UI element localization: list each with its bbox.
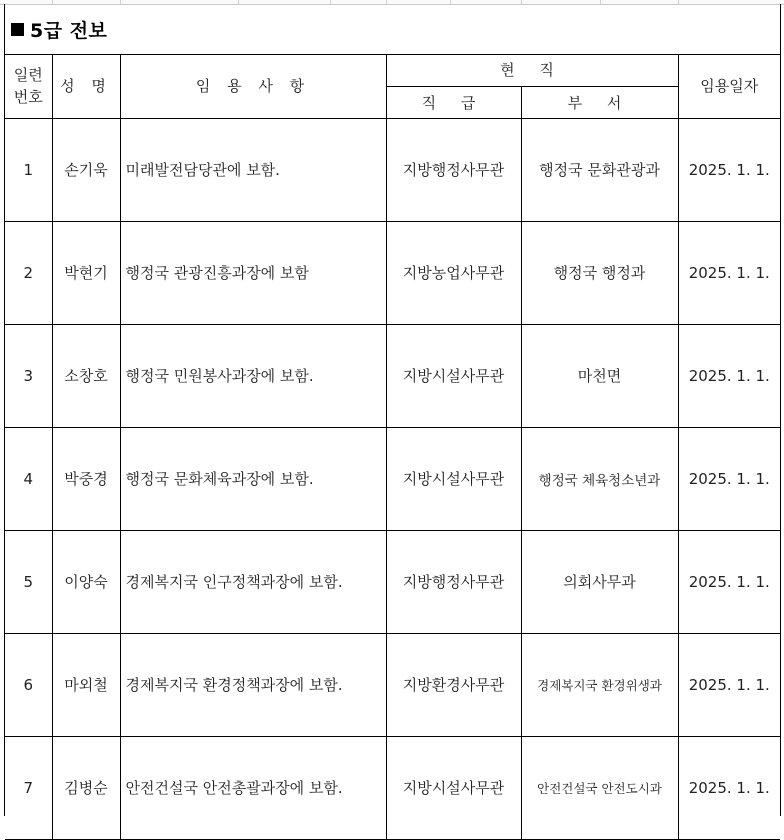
header-name: 성 명 <box>52 54 120 118</box>
cell-name: 박중경 <box>52 427 120 530</box>
cell-department: 안전건설국 안전도시과 <box>521 736 678 839</box>
table-row <box>5 427 780 530</box>
cell-name: 김병순 <box>52 736 120 839</box>
cell-name: 소창호 <box>52 324 120 427</box>
cell-date: 2025. 1. 1. <box>678 221 780 324</box>
cell-date: 2025. 1. 1. <box>678 427 780 530</box>
cell-appointment: 행정국 민원봉사과장에 보함. <box>120 324 386 427</box>
cell-rank: 지방농업사무관 <box>386 221 521 324</box>
cell-department: 마천면 <box>521 324 678 427</box>
cell-date: 2025. 1. 1. <box>678 324 780 427</box>
cell-rank: 지방시설사무관 <box>386 324 521 427</box>
cell-department: 행정국 문화관광과 <box>521 118 678 221</box>
cell-department: 의회사무과 <box>521 530 678 633</box>
header-appointment: 임 용 사 항 <box>120 54 386 118</box>
cell-serial: 4 <box>5 427 52 530</box>
cell-rank: 지방행정사무관 <box>386 530 521 633</box>
cell-department: 행정국 체육청소년과 <box>521 427 678 530</box>
table-row <box>5 324 780 427</box>
table-row <box>5 736 780 839</box>
cell-serial: 5 <box>5 530 52 633</box>
cell-serial: 7 <box>5 736 52 839</box>
cell-appointment: 경제복지국 환경정책과장에 보함. <box>120 633 386 736</box>
table-row <box>5 633 780 736</box>
cell-name: 박현기 <box>52 221 120 324</box>
cell-date: 2025. 1. 1. <box>678 530 780 633</box>
cell-serial: 3 <box>5 324 52 427</box>
cell-appointment: 안전건설국 안전총괄과장에 보함. <box>120 736 386 839</box>
document-sheet <box>4 4 781 816</box>
cell-appointment: 행정국 문화체육과장에 보함. <box>120 427 386 530</box>
cell-date: 2025. 1. 1. <box>678 633 780 736</box>
cell-date: 2025. 1. 1. <box>678 736 780 839</box>
cell-rank: 지방시설사무관 <box>386 427 521 530</box>
cell-department: 경제복지국 환경위생과 <box>521 633 678 736</box>
table-row <box>5 530 780 633</box>
header-department: 부 서 <box>521 86 678 118</box>
cell-rank: 지방행정사무관 <box>386 118 521 221</box>
header-current-position: 현 직 <box>386 54 678 86</box>
cell-serial: 2 <box>5 221 52 324</box>
appointment-table <box>5 54 780 840</box>
square-bullet-icon <box>11 23 24 36</box>
cell-rank: 지방환경사무관 <box>386 633 521 736</box>
header-serial-number: 일련 번호 <box>5 54 52 118</box>
cell-date: 2025. 1. 1. <box>678 118 780 221</box>
cell-department: 행정국 행정과 <box>521 221 678 324</box>
cell-name: 이양숙 <box>52 530 120 633</box>
cell-serial: 6 <box>5 633 52 736</box>
cell-appointment: 행정국 관광진흥과장에 보함 <box>120 221 386 324</box>
header-rank: 직 급 <box>386 86 521 118</box>
cell-appointment: 미래발전담당관에 보함. <box>120 118 386 221</box>
cell-appointment: 경제복지국 인구정책과장에 보함. <box>120 530 386 633</box>
header-appointment-date: 임용일자 <box>678 54 780 118</box>
cell-name: 손기욱 <box>52 118 120 221</box>
section-title: 5급 전보 <box>30 19 108 42</box>
table-row <box>5 118 780 221</box>
cell-name: 마외철 <box>52 633 120 736</box>
cell-serial: 1 <box>5 118 52 221</box>
cell-rank: 지방시설사무관 <box>386 736 521 839</box>
section-header <box>5 4 780 55</box>
table-row <box>5 221 780 324</box>
